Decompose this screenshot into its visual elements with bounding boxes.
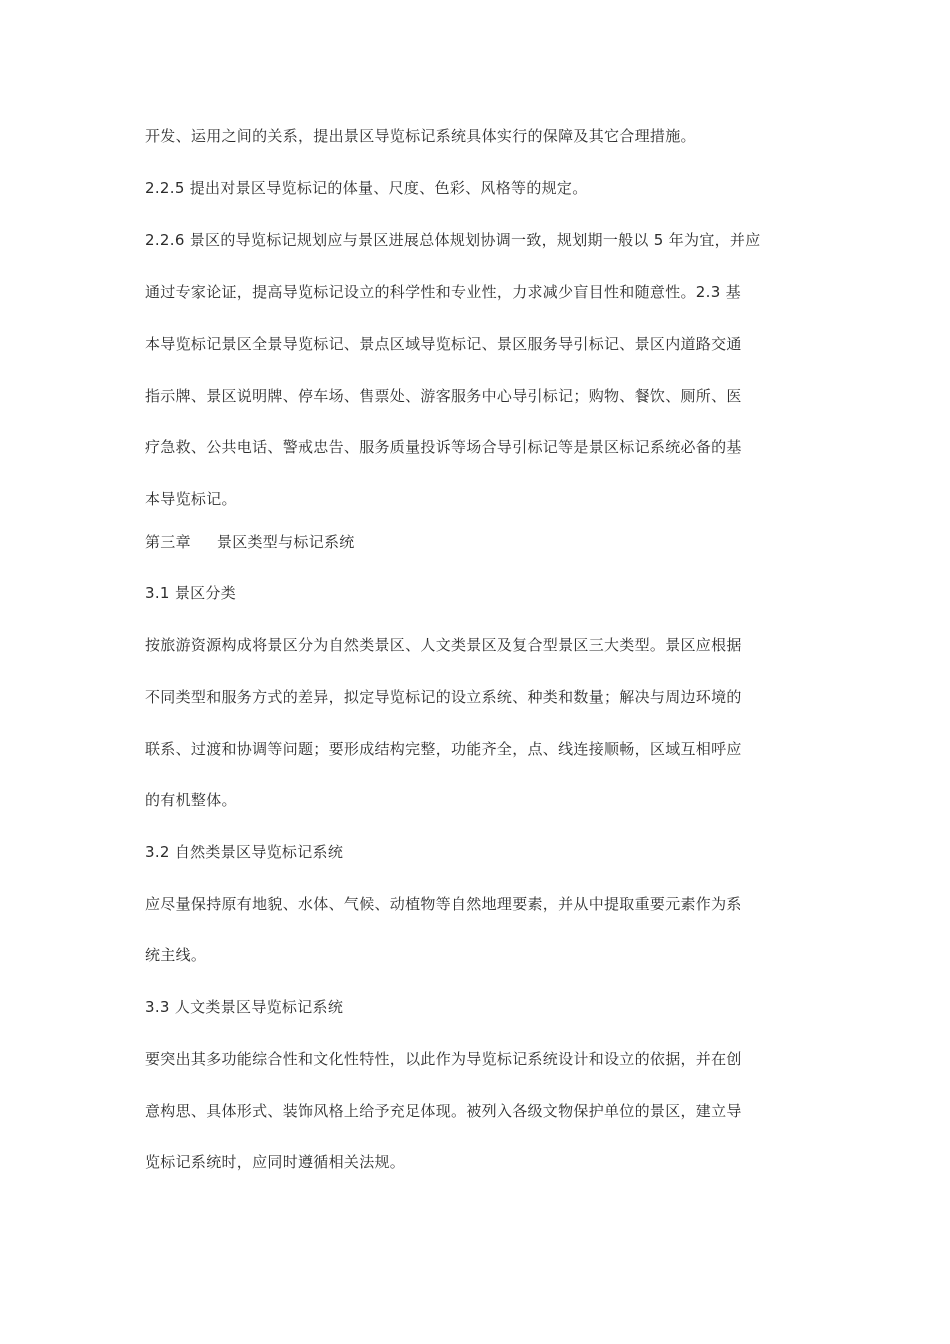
- section-2-2-6: 2.2.6 景区的导览标记规划应与景区进展总体规划协调一致，规划期一般以 5 年为宜，并应: [145, 231, 761, 249]
- text-line: 指示牌、景区说明牌、停车场、售票处、游客服务中心导引标记；购物、餐饮、厕所、医: [145, 387, 742, 405]
- chapter-heading: [145, 532, 810, 552]
- chapter-number: 第三章: [145, 533, 191, 551]
- text-line: 开发、运用之间的关系，提出景区导览标记系统具体实行的保障及其它合理措施。: [145, 127, 696, 145]
- text-line: 应尽量保持原有地貌、水体、气候、动植物等自然地理要素，并从中提取重要元素作为系: [145, 895, 742, 913]
- section-heading-3-1: 3.1 景区分类: [145, 584, 237, 602]
- text-line: 通过专家论证，提高导览标记设立的科学性和专业性，力求减少盲目性和随意性。2.3 基: [145, 283, 741, 301]
- text-line: 要突出其多功能综合性和文化性特性，以此作为导览标记系统设计和设立的依据，并在创: [145, 1050, 742, 1068]
- text-line: 统主线。: [145, 946, 207, 964]
- chapter-title: 景区类型与标记系统: [216, 533, 355, 551]
- text-line: 本导览标记景区全景导览标记、景点区域导览标记、景区服务导引标记、景区内道路交通: [145, 335, 742, 353]
- text-line: 览标记系统时，应同时遵循相关法规。: [145, 1153, 406, 1171]
- text-line: 联系、过渡和协调等问题；要形成结构完整，功能齐全，点、线连接顺畅，区域互相呼应: [145, 740, 742, 758]
- section-heading-3-3: 3.3 人文类景区导览标记系统: [145, 998, 344, 1016]
- section-2-2-5: 2.2.5 提出对景区导览标记的体量、尺度、色彩、风格等的规定。: [145, 179, 588, 197]
- text-line: 疗急救、公共电话、警戒忠告、服务质量投诉等场合导引标记等是景区标记系统必备的基: [145, 438, 742, 456]
- text-line: 按旅游资源构成将景区分为自然类景区、人文类景区及复合型景区三大类型。景区应根据: [145, 636, 742, 654]
- section-heading-3-2: 3.2 自然类景区导览标记系统: [145, 843, 344, 861]
- text-line: 意构思、具体形式、装饰风格上给予充足体现。被列入各级文物保护单位的景区，建立导: [145, 1102, 742, 1120]
- text-line: 的有机整体。: [145, 791, 237, 809]
- text-line: 本导览标记。: [145, 490, 237, 508]
- text-line: 不同类型和服务方式的差异，拟定导览标记的设立系统、种类和数量；解决与周边环境的: [145, 688, 742, 706]
